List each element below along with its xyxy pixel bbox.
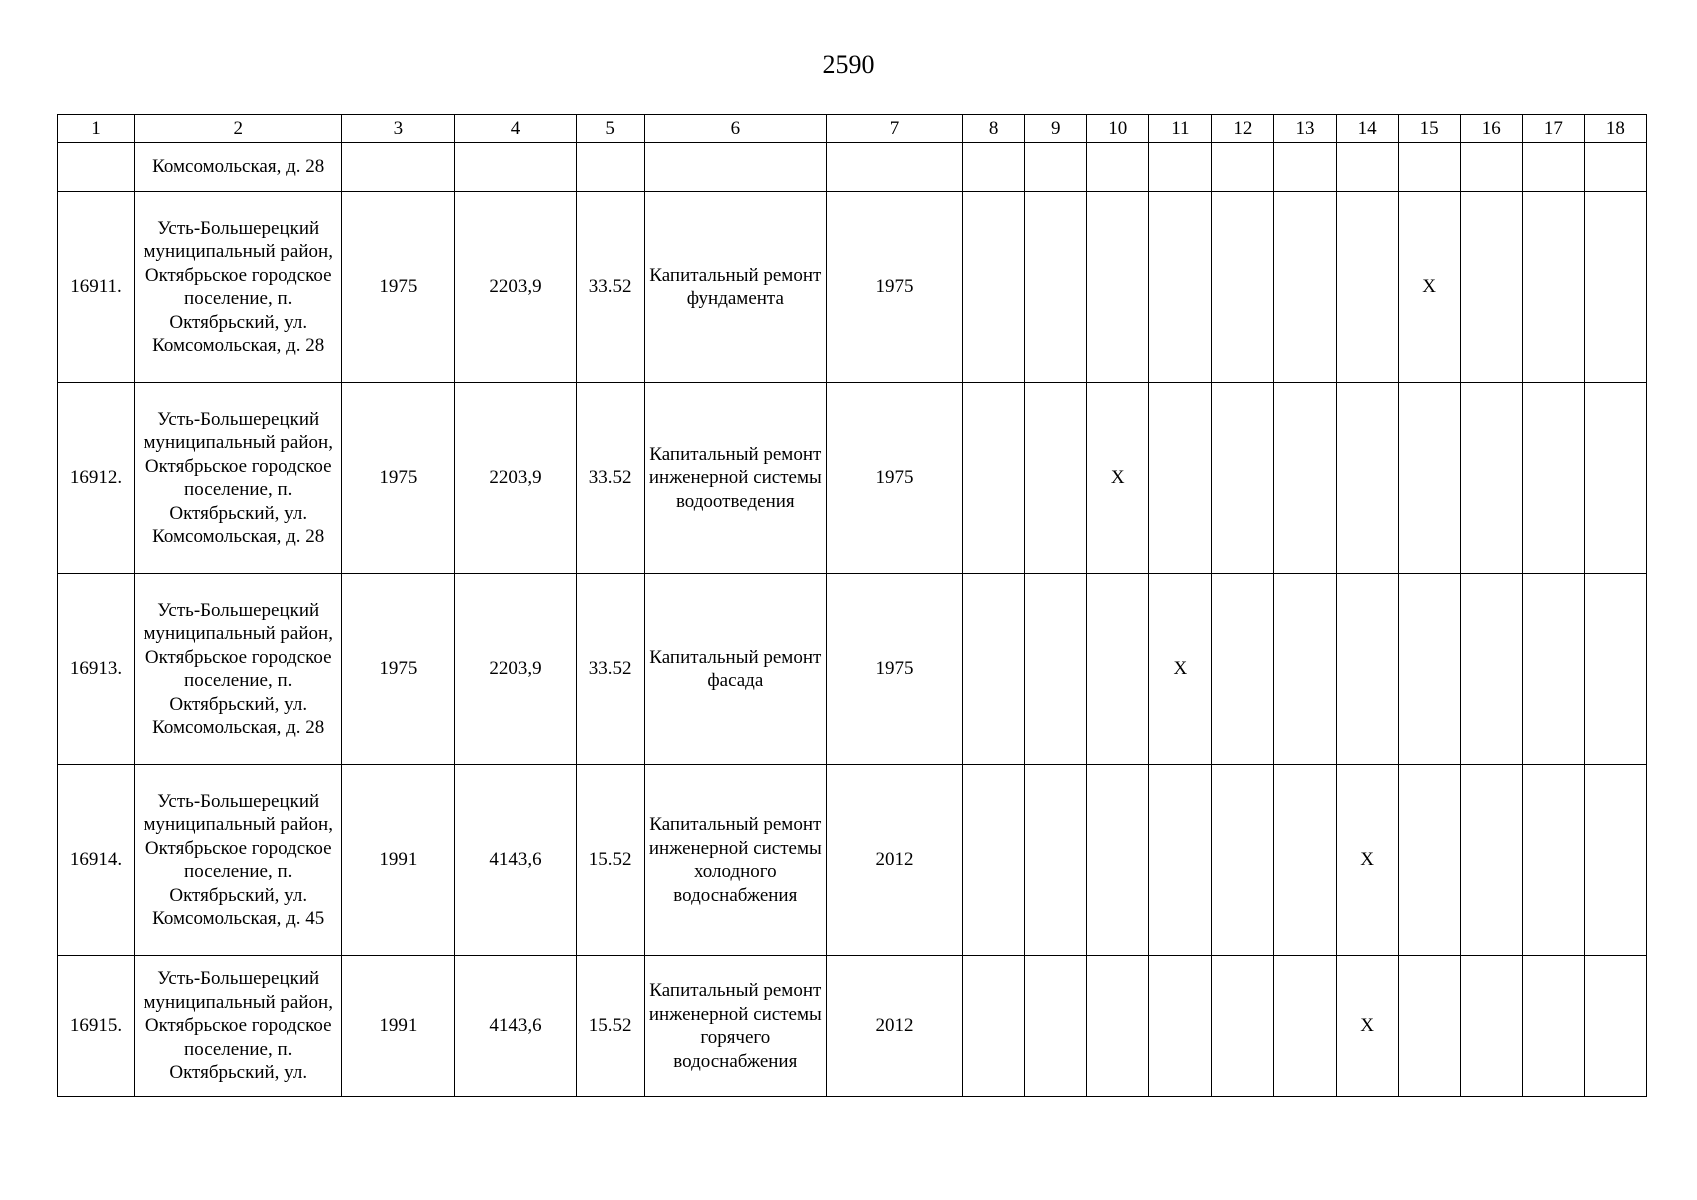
work-type-cell: Капитальный ремонт инженерной системы водоотведения [644,383,826,574]
empty-cell [1336,574,1398,765]
empty-cell [1025,143,1087,192]
empty-cell [1025,192,1087,383]
table-row [58,192,1647,383]
row-number-cell: 16915. [58,956,135,1097]
empty-cell [1087,192,1149,383]
empty-cell [1398,574,1460,765]
empty-cell [1584,143,1646,192]
empty-cell [826,143,962,192]
empty-cell [1460,956,1522,1097]
empty-cell [1087,143,1149,192]
area-cell: 2203,9 [455,383,576,574]
empty-cell [1336,192,1398,383]
continued-row [58,143,1647,192]
empty-cell [1025,383,1087,574]
column-header: 12 [1212,115,1274,143]
empty-cell [1460,383,1522,574]
work-type-cell: Капитальный ремонт инженерной системы холодного водоснабжения [644,765,826,956]
empty-cell [1336,143,1398,192]
mark-cell: X [1398,192,1460,383]
empty-cell [1212,192,1274,383]
empty-cell [455,143,576,192]
column-header: 3 [342,115,455,143]
row-number-cell: 16913. [58,574,135,765]
wear-cell: 33.52 [576,383,644,574]
empty-cell [1522,143,1584,192]
empty-cell [1398,383,1460,574]
empty-cell [1274,192,1336,383]
empty-cell [1398,956,1460,1097]
wear-cell: 33.52 [576,192,644,383]
address-cell: Усть-Большерецкий муниципальный район, Октябрьское городское поселение, п. Октябрьский, ул. Комсомольская, д. 28 [135,383,342,574]
empty-cell [1149,765,1212,956]
column-header: 14 [1336,115,1398,143]
area-cell: 4143,6 [455,956,576,1097]
empty-cell [1398,143,1460,192]
wear-cell: 15.52 [576,765,644,956]
empty-cell [1087,956,1149,1097]
area-cell: 2203,9 [455,192,576,383]
repair-year-cell: 1975 [826,192,962,383]
row-number-cell: 16914. [58,765,135,956]
column-header: 17 [1522,115,1584,143]
repair-year-cell: 2012 [826,956,962,1097]
header-row [58,115,1647,143]
mark-cell: X [1336,956,1398,1097]
empty-cell [1212,574,1274,765]
empty-cell [644,143,826,192]
empty-cell [1460,765,1522,956]
mark-cell: X [1149,574,1212,765]
year-built-cell: 1975 [342,383,455,574]
address-cell: Усть-Большерецкий муниципальный район, Октябрьское городское поселение, п. Октябрьский, ул. Комсомольская, д. 28 [135,574,342,765]
address-cell: Комсомольская, д. 28 [135,143,342,192]
empty-cell [1149,383,1212,574]
wear-cell: 33.52 [576,574,644,765]
empty-cell [1522,192,1584,383]
column-header: 9 [1025,115,1087,143]
address-cell: Усть-Большерецкий муниципальный район, Октябрьское городское поселение, п. Октябрьский, ул. [135,956,342,1097]
repair-year-cell: 2012 [826,765,962,956]
work-type-cell: Капитальный ремонт фундамента [644,192,826,383]
year-built-cell: 1991 [342,956,455,1097]
empty-cell [1460,143,1522,192]
empty-cell [1274,765,1336,956]
empty-cell [1584,765,1646,956]
column-header: 11 [1149,115,1212,143]
column-header: 1 [58,115,135,143]
table-row [58,956,1647,1097]
empty-cell [1025,574,1087,765]
empty-cell [1522,765,1584,956]
empty-cell [1025,956,1087,1097]
repair-year-cell: 1975 [826,574,962,765]
empty-cell [1087,574,1149,765]
column-header: 15 [1398,115,1460,143]
table-row [58,383,1647,574]
empty-cell [1149,192,1212,383]
empty-cell [963,192,1025,383]
empty-cell [1274,143,1336,192]
empty-cell [1274,383,1336,574]
column-header: 16 [1460,115,1522,143]
address-cell: Усть-Большерецкий муниципальный район, Октябрьское городское поселение, п. Октябрьский, ул. Комсомольская, д. 45 [135,765,342,956]
wear-cell: 15.52 [576,956,644,1097]
register-table [57,114,1647,1097]
table-row [58,574,1647,765]
empty-cell [963,574,1025,765]
empty-cell [1274,956,1336,1097]
column-header: 2 [135,115,342,143]
column-header: 13 [1274,115,1336,143]
empty-cell [342,143,455,192]
empty-cell [1522,574,1584,765]
area-cell: 2203,9 [455,574,576,765]
empty-cell [963,143,1025,192]
row-number-cell: 16912. [58,383,135,574]
mark-cell: X [1087,383,1149,574]
column-header: 4 [455,115,576,143]
year-built-cell: 1975 [342,574,455,765]
row-number-cell: 16911. [58,192,135,383]
column-header: 6 [644,115,826,143]
empty-cell [1460,192,1522,383]
work-type-cell: Капитальный ремонт инженерной системы горячего водоснабжения [644,956,826,1097]
address-cell: Усть-Большерецкий муниципальный район, Октябрьское городское поселение, п. Октябрьский, ул. Комсомольская, д. 28 [135,192,342,383]
empty-cell [1460,574,1522,765]
repair-year-cell: 1975 [826,383,962,574]
empty-cell [1212,956,1274,1097]
empty-cell [1584,192,1646,383]
year-built-cell: 1991 [342,765,455,956]
column-header: 8 [963,115,1025,143]
empty-cell [576,143,644,192]
work-type-cell: Капитальный ремонт фасада [644,574,826,765]
column-header: 18 [1584,115,1646,143]
empty-cell [1212,383,1274,574]
empty-cell [1522,956,1584,1097]
empty-cell [1584,956,1646,1097]
column-header: 5 [576,115,644,143]
table-row [58,765,1647,956]
empty-cell [1212,143,1274,192]
empty-cell [1025,765,1087,956]
empty-cell [963,956,1025,1097]
area-cell: 4143,6 [455,765,576,956]
empty-cell [1087,765,1149,956]
mark-cell: X [1336,765,1398,956]
row-number-cell [58,143,135,192]
empty-cell [1398,765,1460,956]
empty-cell [963,383,1025,574]
empty-cell [963,765,1025,956]
year-built-cell: 1975 [342,192,455,383]
column-header: 10 [1087,115,1149,143]
register-body [58,143,1647,1097]
empty-cell [1522,383,1584,574]
column-header: 7 [826,115,962,143]
empty-cell [1584,383,1646,574]
page-number: 2590 [822,50,875,79]
empty-cell [1212,765,1274,956]
empty-cell [1149,143,1212,192]
empty-cell [1274,574,1336,765]
empty-cell [1336,383,1398,574]
empty-cell [1149,956,1212,1097]
empty-cell [1584,574,1646,765]
